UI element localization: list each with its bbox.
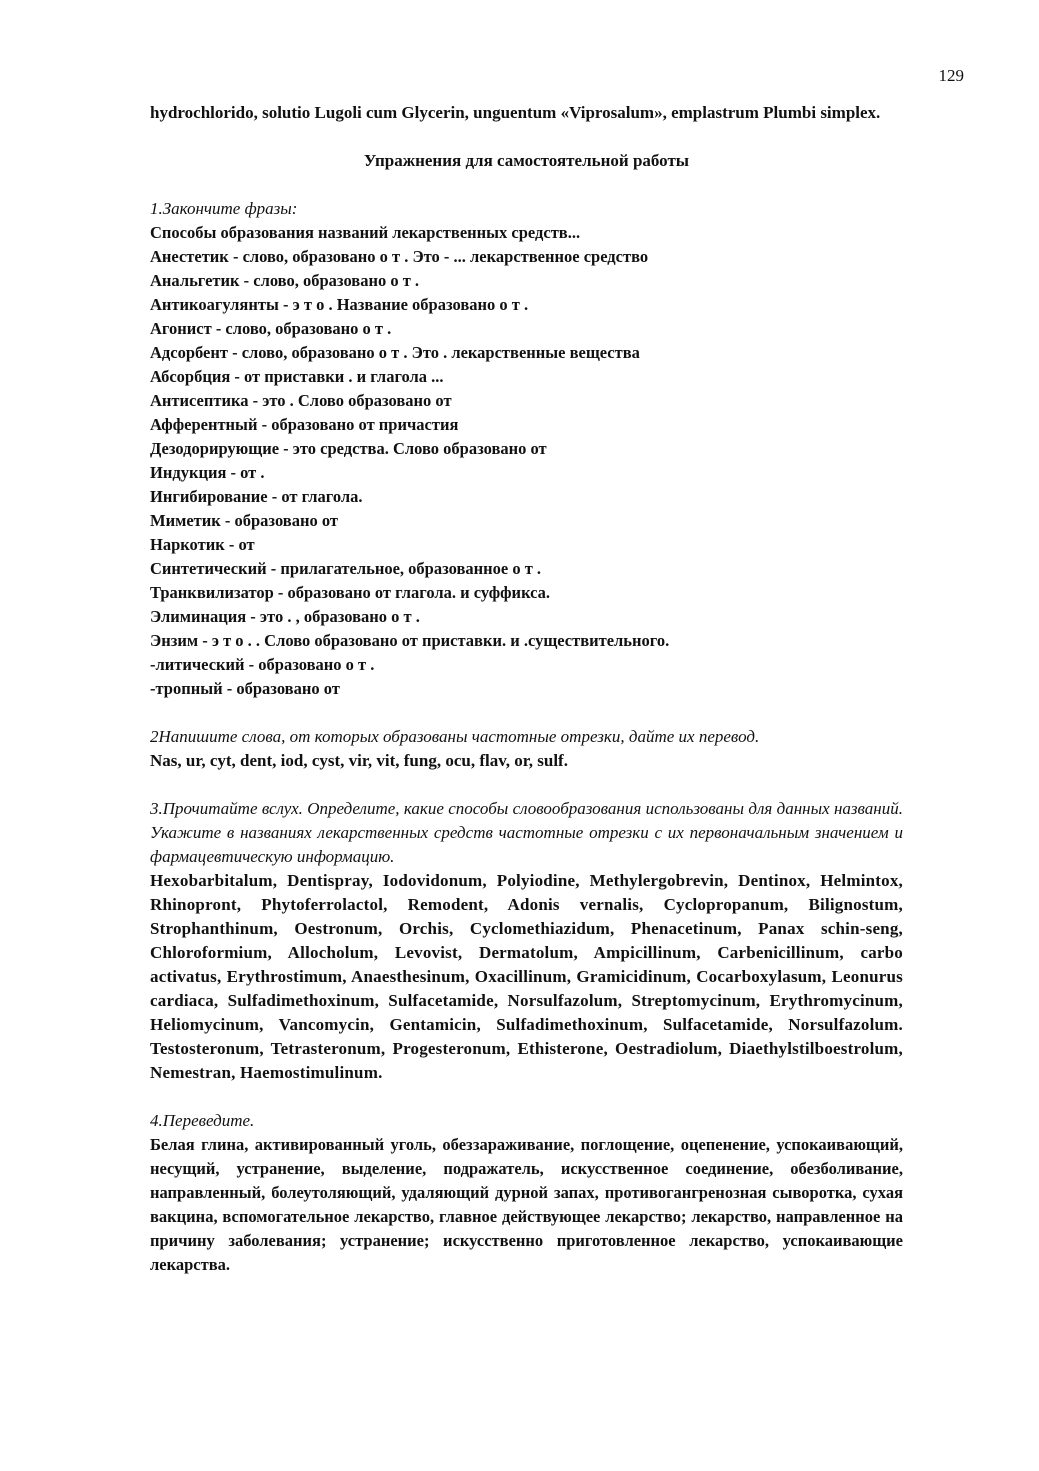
task-3-prompt: 3.Прочитайте вслух. Определите, какие способы словообразования использованы для данных названий. Укажите в названиях лекарственных средств частотные отрезки с их первоначальным значением и фармацевтическую информацию. (150, 799, 903, 866)
phrase-line: -литический - образовано о т . (150, 655, 375, 674)
intro-paragraph: hydrochlorido, solutio Lugoli cum Glycerin, unguentum «Viprosalum», emplastrum Plumbi simplex. (150, 103, 881, 122)
phrase-line: Наркотик - от (150, 535, 255, 554)
task-1-prompt: 1.Закончите фразы: (150, 199, 298, 218)
phrase-line: Индукция - от . (150, 463, 265, 482)
task-4 (150, 1109, 903, 1277)
phrase-line: Элиминация - это . , образовано о т . (150, 607, 420, 626)
task-2 (150, 725, 903, 773)
page-content (150, 101, 903, 1277)
page-number: 129 (938, 66, 964, 85)
phrase-line: Энзим - э т о . . Слово образовано от приставки. и .существительного. (150, 631, 670, 650)
phrase-line: Ингибирование - от глагола. (150, 487, 363, 506)
phrase-line: Антисептика - это . Слово образовано от (150, 391, 452, 410)
phrase-line: Миметик - образовано от (150, 511, 338, 530)
phrase-line: Адсорбент - слово, образовано о т . Это . лекарственные вещества (150, 343, 640, 362)
task-3 (150, 797, 903, 1085)
phrase-line: Абсорбция - от приставки . и глагола ... (150, 367, 444, 386)
task-2-content: Nas, ur, cyt, dent, iod, cyst, vir, vit, fung, ocu, flav, or, sulf. (150, 751, 568, 770)
section-title: Упражнения для самостоятельной работы (363, 151, 690, 170)
phrase-line: Анальгетик - слово, образовано о т . (150, 271, 420, 290)
phrase-line: Антикоагулянты - э т о . Название образовано о т . (150, 295, 529, 314)
phrase-list (150, 221, 903, 701)
phrase-line: Анестетик - слово, образовано о т . Это - ... лекарственное средство (150, 247, 649, 266)
task-3-content: Hexobarbitalum, Dentispray, Iodovidonum, Polyiodine, Methylergobrevin, Dentinox, Helmintox, Rhinopront, Phytoferrolactol, Remodent, Adonis vernalis, Cyclopropanum, Bilignostum, Strophanthinum, Oestronum, Orchis, Cyclomethiazidum, Phenacetinum, Panax schin-seng, Chloroformium, Allocholum, Levovist, Dermatolum, Ampicillinum, Carbenicillinum, carbo activatus, Erythrostimum, Anaesthesinum, Oxacillinum, Gramicidinum, Cocarboxylasum, Leonurus cardiaca, Sulfadimethoxinum, Sulfacetamide, Norsulfazolum, Streptomycinum, Erythromycinum, Heliomycinum, Vancomycin, Gentamicin, Sulfadimethoxinum, Sulfacetamide, Norsulfazolum. Testosteronum, Tetrasteronum, Progesteronum, Ethisterone, Oestradiolum, Diaethylstilboestrolum, Nemestran, Haemostimulinum. (150, 871, 903, 1082)
task-1 (150, 197, 903, 701)
phrase-line: Дезодорирующие - это средства. Слово образовано от (150, 439, 547, 458)
phrase-line: Афферентный - образовано от причастия (150, 415, 459, 434)
phrase-line: Транквилизатор - образовано от глагола. и суффикса. (150, 583, 551, 602)
task-4-prompt: 4.Переведите. (150, 1111, 255, 1130)
task-2-prompt: 2Напишите слова, от которых образованы частотные отрезки, дайте их перевод. (150, 727, 760, 746)
phrase-line: Способы образования названий лекарственных средств... (150, 223, 581, 242)
task-4-content: Белая глина, активированный уголь, обеззараживание, поглощение, оцепенение, успокаивающий, несущий, устранение, выделение, подражатель, искусственное соединение, обезболивание, направленный, болеутоляющий, удаляющий дурной запах, противогангренозная сыворотка, сухая вакцина, вспомогательное лекарство, главное действующее лекарство; лекарство, направленное на причину заболевания; устранение; искусственно приготовленное лекарство, успокаивающие лекарства. (150, 1135, 903, 1274)
phrase-line: Агонист - слово, образовано о т . (150, 319, 392, 338)
phrase-line: -тропный - образовано от (150, 679, 340, 698)
phrase-line: Синтетический - прилагательное, образованное о т . (150, 559, 542, 578)
